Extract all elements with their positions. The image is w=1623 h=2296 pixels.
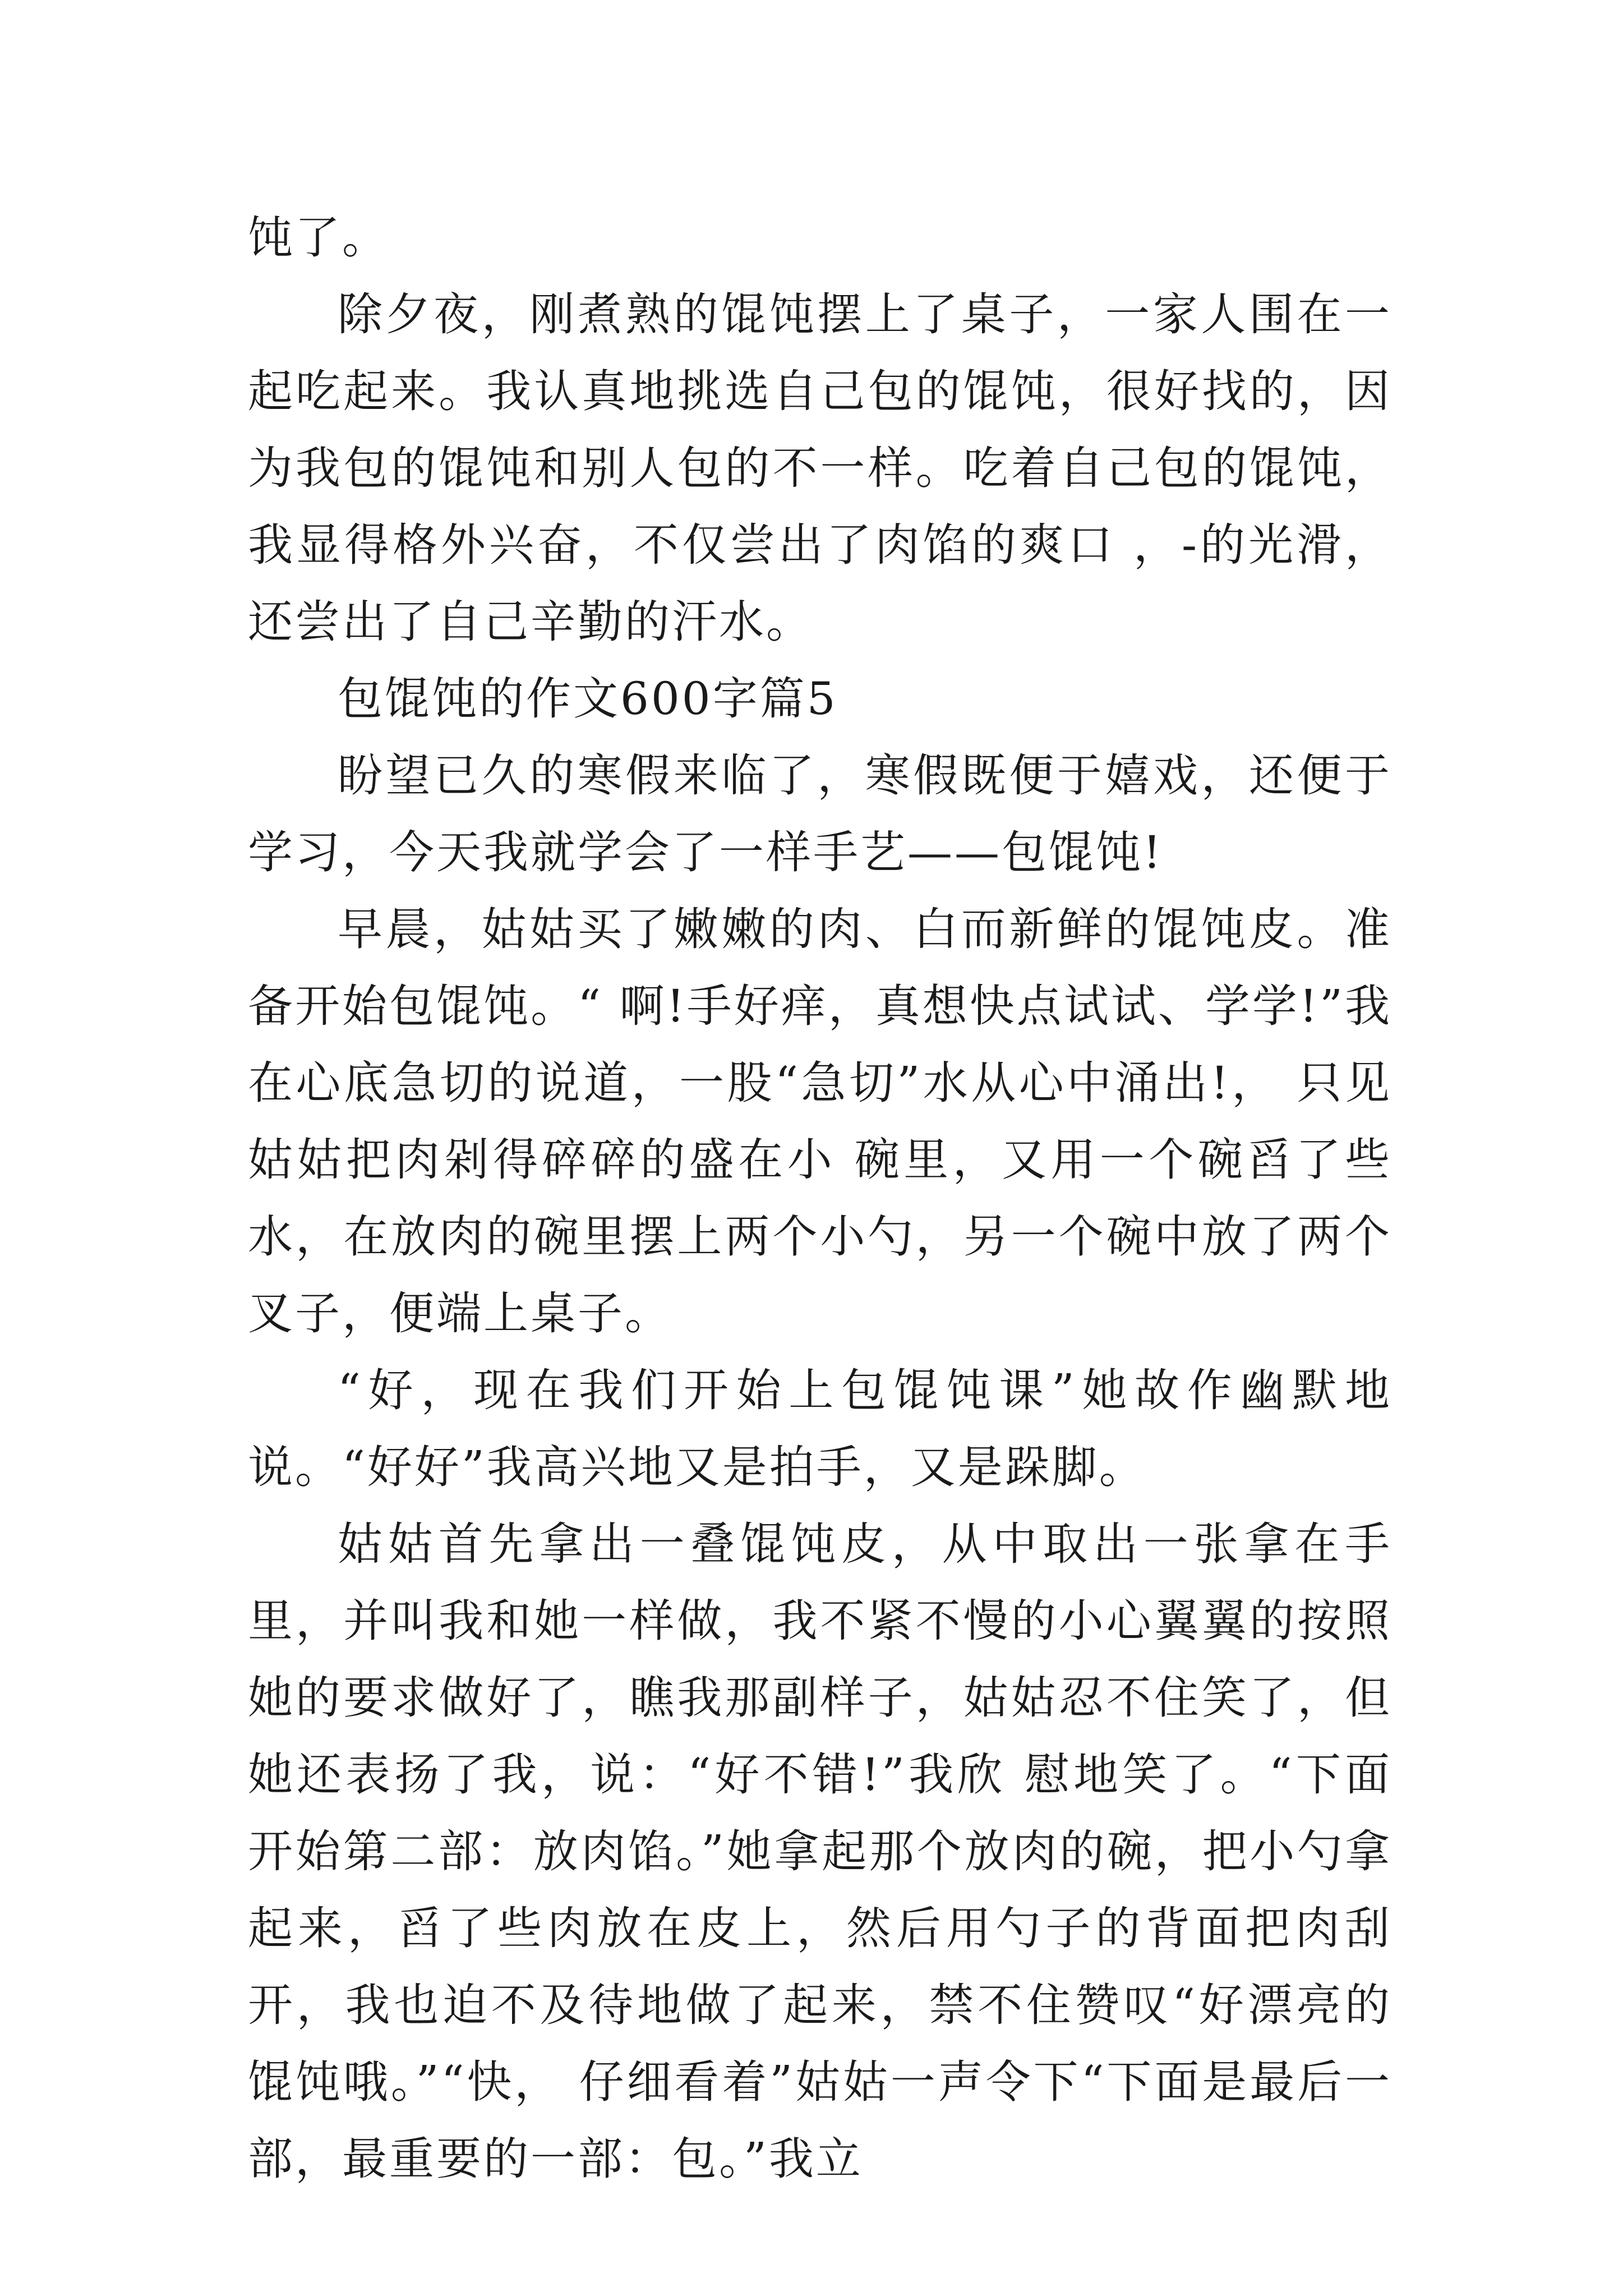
document-body — [248, 199, 1392, 2197]
paragraph-2: 除夕夜，刚煮熟的馄饨摆上了桌子，一家人围在一起吃起来。我认真地挑选自己包的馄饨，很好找的，因为我包的馄饨和别人包的不一样。吃着自己包的馄饨，我显得格外兴奋，不仅尝出了肉馅的爽口 ，-的光滑，还尝出了自己辛勤的汗水。 — [248, 288, 1392, 648]
paragraph-5: “好，现在我们开始上包馄饨课”她故作幽默地说。“好好”我高兴地又是拍手，又是跺脚。 — [248, 1364, 1392, 1493]
paragraph-4: 早晨，姑姑买了嫩嫩的肉、白而新鲜的馄饨皮。准备开始包馄饨。“ 啊!手好痒，真想快点试试、学学!”我在心底急切的说道，一股“急切”水从心中涌出!， 只见姑姑把肉剁得碎碎的盛在小 碗里，又用一个碗舀了些水，在放肉的碗里摆上两个小勺，另一个碗中放了两个叉子，便端上桌子。 — [248, 903, 1392, 1340]
paragraph-1: 饨了。 — [248, 211, 389, 264]
section-heading: 包馄饨的作文600字篇5 — [338, 673, 838, 725]
paragraph-3: 盼望已久的寒假来临了，寒假既便于嬉戏，还便于学习，今天我就学会了一样手艺——包馄饨! — [248, 749, 1392, 878]
paragraph-6: 姑姑首先拿出一叠馄饨皮，从中取出一张拿在手里，并叫我和她一样做，我不紧不慢的小心翼翼的按照她的要求做好了，瞧我那副样子，姑姑忍不住笑了，但她还表扬了我，说：“好不错!”我欣 慰地笑了。“下面开始第二部：放肉馅。”她拿起那个放肉的碗，把小勺拿起来，舀了些肉放在皮上，然后用勺子的背面把肉刮开，我也迫不及待地做了起来，禁不住赞叹“好漂亮的馄饨哦。”“快， 仔细看着”姑姑一声令下“下面是最后一部，最重要的一部：包。”我立 — [248, 1518, 1392, 2185]
